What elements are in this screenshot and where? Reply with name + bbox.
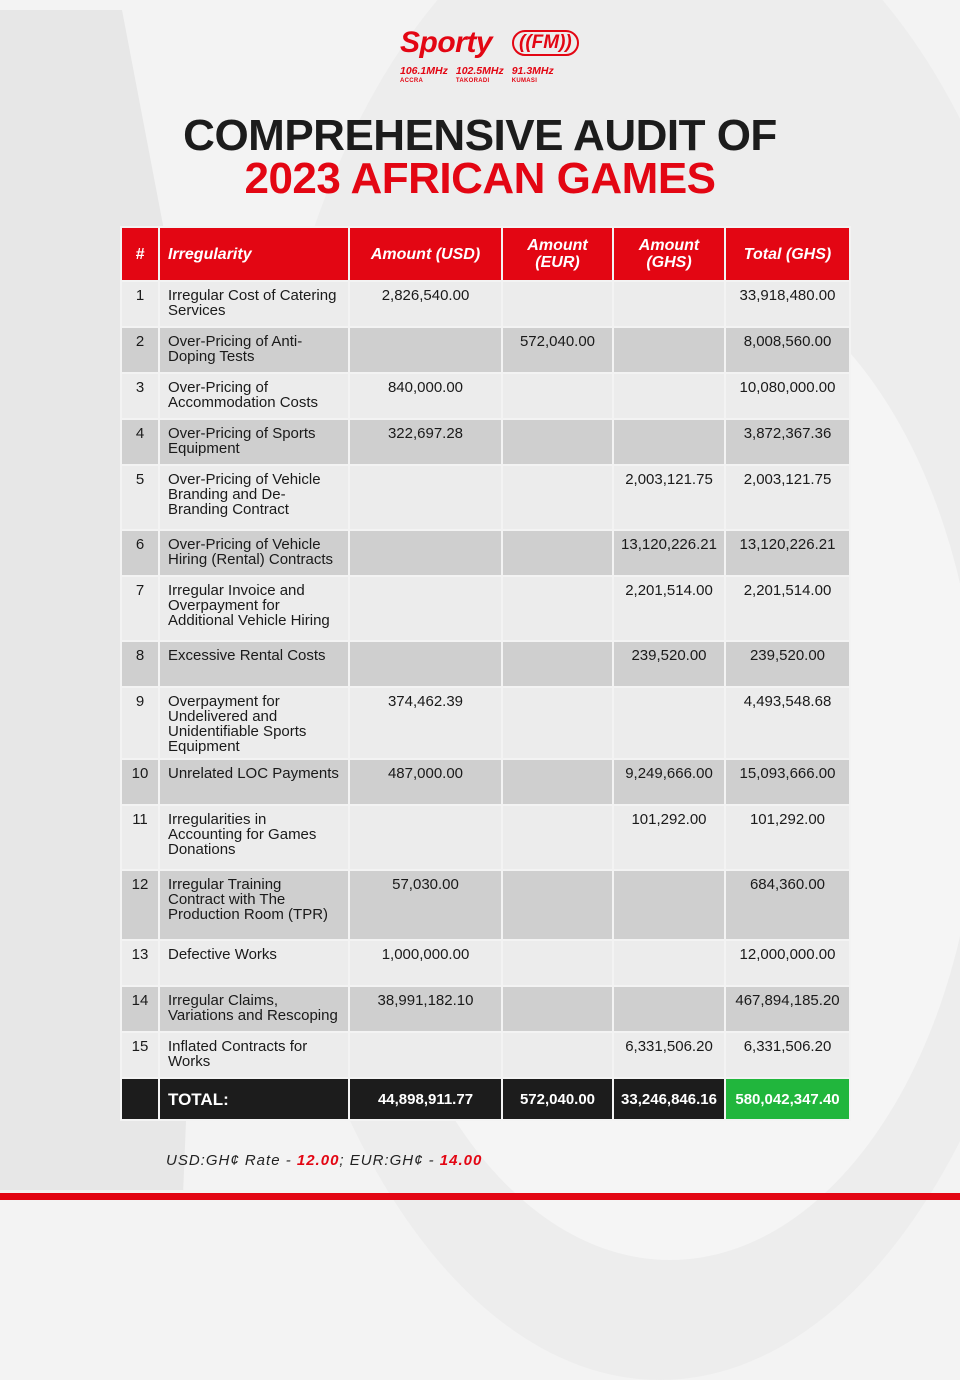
row-number: 8 — [121, 641, 159, 687]
header-number: # — [121, 227, 159, 281]
logo-wordmark: Sporty — [400, 26, 493, 59]
row-amount-ghs: 2,201,514.00 — [613, 576, 725, 641]
row-amount-usd — [349, 641, 502, 687]
frequency-accra — [400, 66, 448, 85]
row-amount-ghs — [613, 986, 725, 1032]
row-total-ghs: 2,003,121.75 — [725, 465, 850, 530]
row-number: 1 — [121, 281, 159, 327]
row-amount-eur — [502, 986, 613, 1032]
row-total-ghs: 684,360.00 — [725, 870, 850, 940]
row-amount-usd — [349, 805, 502, 870]
row-amount-eur — [502, 641, 613, 687]
row-amount-ghs — [613, 940, 725, 986]
row-amount-ghs: 101,292.00 — [613, 805, 725, 870]
audit-table-header — [121, 227, 850, 281]
row-total-ghs: 13,120,226.21 — [725, 530, 850, 576]
row-number: 4 — [121, 419, 159, 465]
row-number: 5 — [121, 465, 159, 530]
row-amount-eur — [502, 576, 613, 641]
table-row — [121, 530, 850, 576]
row-amount-eur: 572,040.00 — [502, 327, 613, 373]
row-amount-usd — [349, 327, 502, 373]
exchange-rate-note — [166, 1152, 482, 1169]
row-amount-ghs — [613, 373, 725, 419]
table-row — [121, 940, 850, 986]
grand-total-ghs: 580,042,347.40 — [725, 1078, 850, 1120]
row-total-ghs: 239,520.00 — [725, 641, 850, 687]
row-amount-usd — [349, 465, 502, 530]
row-amount-usd: 840,000.00 — [349, 373, 502, 419]
row-amount-eur — [502, 465, 613, 530]
row-amount-eur — [502, 940, 613, 986]
logo-fm-text: FM — [531, 32, 560, 53]
eur-rate-label: ; EUR:GH¢ - — [339, 1152, 440, 1169]
row-total-ghs: 101,292.00 — [725, 805, 850, 870]
row-total-ghs: 3,872,367.36 — [725, 419, 850, 465]
row-number: 9 — [121, 687, 159, 759]
row-amount-usd: 374,462.39 — [349, 687, 502, 759]
row-amount-eur — [502, 419, 613, 465]
row-irregularity: Overpayment for Undelivered and Unidentifiable Sports Equipment — [159, 687, 349, 759]
total-label: TOTAL: — [159, 1078, 349, 1120]
row-amount-eur — [502, 870, 613, 940]
frequency-value: 106.1MHz — [400, 65, 448, 77]
row-amount-ghs: 9,249,666.00 — [613, 759, 725, 805]
row-total-ghs: 4,493,548.68 — [725, 687, 850, 759]
row-amount-ghs — [613, 870, 725, 940]
row-amount-eur — [502, 530, 613, 576]
table-row — [121, 1032, 850, 1078]
frequency-list — [400, 66, 554, 85]
row-total-ghs: 2,201,514.00 — [725, 576, 850, 641]
row-total-ghs: 33,918,480.00 — [725, 281, 850, 327]
row-amount-eur — [502, 373, 613, 419]
page-title-line1: COMPREHENSIVE AUDIT OF — [183, 111, 777, 160]
frequency-city: ACCRA — [400, 78, 424, 84]
row-amount-usd: 322,697.28 — [349, 419, 502, 465]
row-irregularity: Irregular Cost of Catering Services — [159, 281, 349, 327]
row-irregularity: Irregular Invoice and Overpayment for Additional Vehicle Hiring — [159, 576, 349, 641]
row-amount-ghs — [613, 281, 725, 327]
row-irregularity: Defective Works — [159, 940, 349, 986]
table-row — [121, 419, 850, 465]
header-amount-usd: Amount (USD) — [349, 227, 502, 281]
total-usd: 44,898,911.77 — [349, 1078, 502, 1120]
table-row — [121, 281, 850, 327]
row-total-ghs: 15,093,666.00 — [725, 759, 850, 805]
row-amount-usd: 1,000,000.00 — [349, 940, 502, 986]
logo-fm-badge: ((FM)) — [512, 30, 579, 56]
row-amount-ghs: 2,003,121.75 — [613, 465, 725, 530]
row-amount-eur — [502, 759, 613, 805]
row-irregularity: Over-Pricing of Vehicle Branding and De-Branding Contract — [159, 465, 349, 530]
total-row — [121, 1078, 850, 1120]
row-number: 7 — [121, 576, 159, 641]
table-row — [121, 327, 850, 373]
row-total-ghs: 467,894,185.20 — [725, 986, 850, 1032]
row-irregularity: Over-Pricing of Vehicle Hiring (Rental) Contracts — [159, 530, 349, 576]
row-amount-usd — [349, 530, 502, 576]
table-row — [121, 641, 850, 687]
frequency-city: KUMASI — [511, 78, 538, 84]
row-number: 10 — [121, 759, 159, 805]
row-irregularity: Over-Pricing of Accommodation Costs — [159, 373, 349, 419]
row-irregularity: Unrelated LOC Payments — [159, 759, 349, 805]
row-amount-eur — [502, 281, 613, 327]
row-total-ghs: 10,080,000.00 — [725, 373, 850, 419]
header-irregularity: Irregularity — [159, 227, 349, 281]
row-number: 2 — [121, 327, 159, 373]
bottom-accent-bar — [0, 1193, 960, 1200]
header-amount-eur: Amount (EUR) — [502, 227, 613, 281]
row-amount-ghs — [613, 687, 725, 759]
row-amount-eur — [502, 805, 613, 870]
header-amount-ghs: Amount (GHS) — [613, 227, 725, 281]
row-amount-ghs: 13,120,226.21 — [613, 530, 725, 576]
table-row — [121, 805, 850, 870]
row-number: 14 — [121, 986, 159, 1032]
row-amount-usd: 57,030.00 — [349, 870, 502, 940]
row-irregularity: Irregularities in Accounting for Games Donations — [159, 805, 349, 870]
total-eur: 572,040.00 — [502, 1078, 613, 1120]
audit-table-body — [121, 281, 850, 1078]
row-amount-eur — [502, 687, 613, 759]
table-row — [121, 373, 850, 419]
row-number: 6 — [121, 530, 159, 576]
row-amount-ghs: 6,331,506.20 — [613, 1032, 725, 1078]
row-number: 13 — [121, 940, 159, 986]
row-amount-usd: 2,826,540.00 — [349, 281, 502, 327]
header-total-ghs: Total (GHS) — [725, 227, 850, 281]
frequency-value: 91.3MHz — [511, 65, 554, 77]
table-row — [121, 759, 850, 805]
audit-table — [120, 226, 851, 1121]
table-row — [121, 576, 850, 641]
row-amount-ghs: 239,520.00 — [613, 641, 725, 687]
table-row — [121, 986, 850, 1032]
row-number: 11 — [121, 805, 159, 870]
table-row — [121, 870, 850, 940]
row-total-ghs: 12,000,000.00 — [725, 940, 850, 986]
eur-rate-value: 14.00 — [439, 1152, 483, 1169]
row-number: 3 — [121, 373, 159, 419]
page-title-line2: 2023 AFRICAN GAMES — [244, 154, 716, 203]
total-blank — [121, 1078, 159, 1120]
sporty-fm-logo — [400, 26, 570, 86]
frequency-kumasi — [512, 66, 554, 85]
row-total-ghs: 8,008,560.00 — [725, 327, 850, 373]
row-amount-ghs — [613, 419, 725, 465]
table-row — [121, 465, 850, 530]
row-total-ghs: 6,331,506.20 — [725, 1032, 850, 1078]
usd-rate-label: USD:GH¢ Rate - — [166, 1152, 297, 1169]
frequency-value: 102.5MHz — [455, 65, 504, 77]
row-irregularity: Irregular Training Contract with The Production Room (TPR) — [159, 870, 349, 940]
table-row — [121, 687, 850, 759]
row-irregularity: Inflated Contracts for Works — [159, 1032, 349, 1078]
row-number: 12 — [121, 870, 159, 940]
row-irregularity: Irregular Claims, Variations and Rescoping — [159, 986, 349, 1032]
row-irregularity: Over-Pricing of Anti-Doping Tests — [159, 327, 349, 373]
row-amount-eur — [502, 1032, 613, 1078]
row-amount-usd — [349, 576, 502, 641]
row-irregularity: Excessive Rental Costs — [159, 641, 349, 687]
frequency-takoradi — [456, 66, 504, 85]
frequency-city: TAKORADI — [455, 78, 490, 84]
row-amount-usd: 38,991,182.10 — [349, 986, 502, 1032]
row-amount-usd: 487,000.00 — [349, 759, 502, 805]
usd-rate-value: 12.00 — [296, 1152, 340, 1169]
row-irregularity: Over-Pricing of Sports Equipment — [159, 419, 349, 465]
audit-table-footer — [121, 1078, 850, 1120]
row-amount-ghs — [613, 327, 725, 373]
row-number: 15 — [121, 1032, 159, 1078]
total-ghs: 33,246,846.16 — [613, 1078, 725, 1120]
row-amount-usd — [349, 1032, 502, 1078]
